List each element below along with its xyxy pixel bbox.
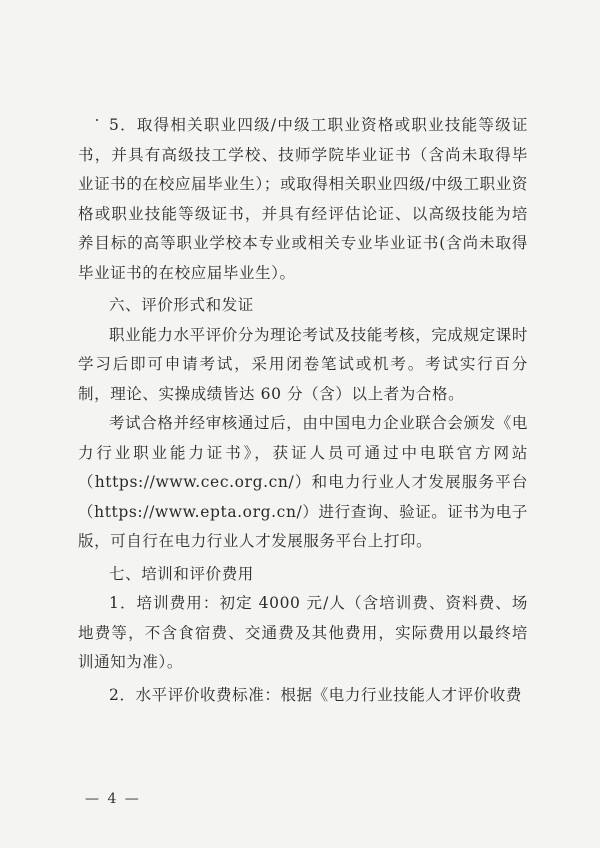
paragraph-evaluation-form: 职业能力水平评价分为理论考试及技能考核，完成规定课时学习后即可申请考试，采用闭卷笔试或机考。考试实行百分制，理论、实操成绩皆达 60 分（含）以上者为合格。 (78, 325, 528, 403)
paragraph-evaluation-fee: 2．水平评价收费标准：根据《电力行业技能人才评价收费 (109, 685, 522, 704)
section-heading-7: 七、培训和评价费用 (109, 564, 254, 583)
paragraph-training-fee: 1．培训费用：初定 4000 元/人（含培训费、资料费、场地费等，不含食宿费、交通费及其他费用，实际费用以最终培训通知为准）。 (78, 594, 528, 671)
page-number: — 4 — (85, 791, 141, 807)
document-body (78, 111, 528, 710)
paragraph-item-5: 5．取得相关职业四级/中级工职业资格或职业技能等级证书，并具有高级技工学校、技师学院毕业证书（含尚未取得毕业证书的在校应届毕业生）；或取得相关职业四级/中级工职业资格或职业技能等级证书，并具有经评估论证、以高级技能为培养目标的高等职业学校本专业或相关专业毕业证书(含尚未取得毕业证书的在校应届毕业生）。 (78, 116, 528, 282)
section-heading-6: 六、评价形式和发证 (109, 296, 254, 314)
paragraph-certificate-issuance: 考试合格并经审核通过后，由中国电力企业联合会颁发《电力行业职业能力证书》，获证人员可通过中电联官方网站（https://www.cec.org.cn/）和电力行业人才发展服务平台（https://www.epta.org.cn/）进行查询、验证。证书为电子版，可自行在电力行业人才发展服务平台上打印。 (78, 414, 528, 550)
